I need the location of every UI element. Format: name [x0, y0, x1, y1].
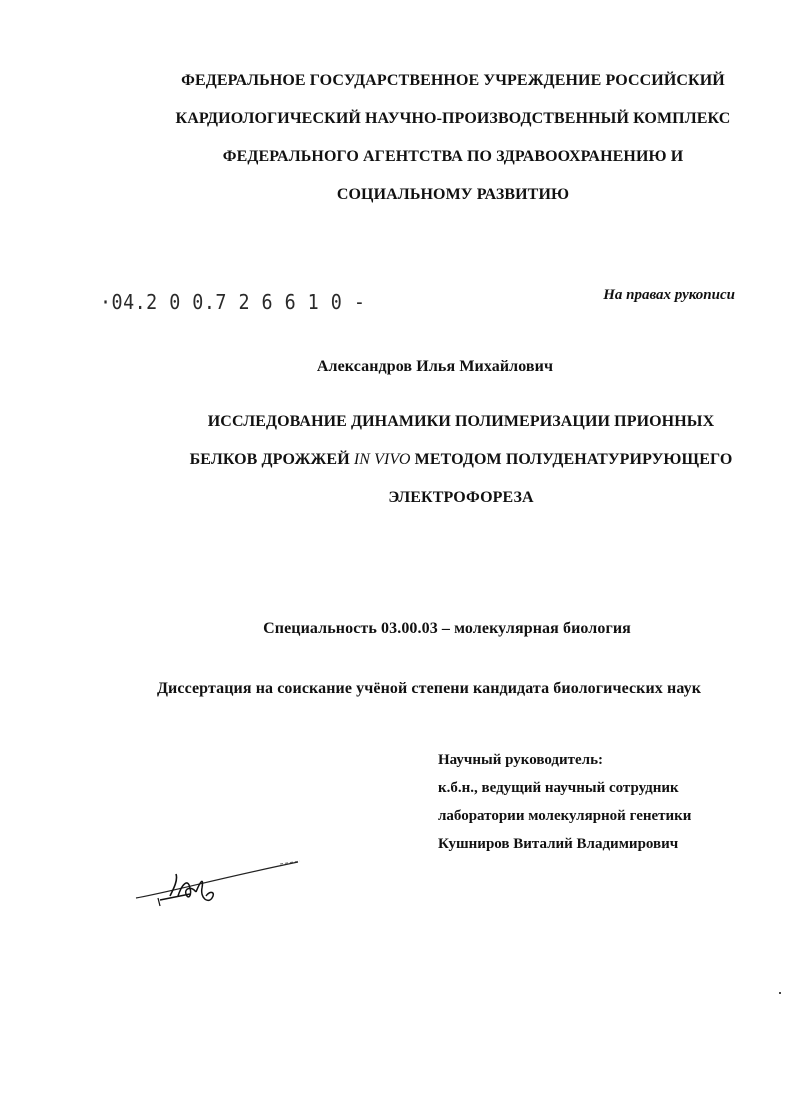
title-line-2: [66, 451, 793, 469]
dissertation-degree: Диссертация на соискание учёной степени кандидата биологических наук: [156, 680, 702, 697]
author-name: Александров Илья Михайлович: [316, 358, 554, 375]
advisor-block: [438, 746, 691, 858]
title-line-2-start: БЕЛКОВ ДРОЖЖЕЙ: [189, 451, 354, 468]
advisor-heading: Научный руководитель:: [438, 752, 603, 768]
advisor-lab: лаборатории молекулярной генетики: [438, 808, 692, 824]
institution-line-4: СОЦИАЛЬНОМУ РАЗВИТИЮ: [336, 186, 570, 203]
advisor-name: Кушниров Виталий Владимирович: [438, 836, 679, 852]
institution-line-1: ФЕДЕРАЛЬНОЕ ГОСУДАРСТВЕННОЕ УЧРЕЖДЕНИЕ РОССИЙСКИЙ: [181, 72, 725, 89]
institution-line-3: ФЕДЕРАЛЬНОГО АГЕНТСТВА ПО ЗДРАВООХРАНЕНИЮ И: [222, 148, 684, 165]
title-line-1: ИССЛЕДОВАНИЕ ДИНАМИКИ ПОЛИМЕРИЗАЦИИ ПРИОННЫХ: [207, 413, 715, 430]
title-line-3: ЭЛЕКТРОФОРЕЗА: [388, 489, 534, 506]
rights-note: На правах рукописи: [603, 287, 735, 303]
advisor-degree: к.б.н., ведущий научный сотрудник: [438, 780, 679, 796]
title-line-2-end: МЕТОДОМ ПОЛУДЕНАТУРИРУЮЩЕГО: [410, 451, 733, 468]
scan-speck: [779, 992, 781, 994]
registration-stamp-number: ·04.2 0 0.7 2 6 6 1 0 -: [100, 290, 366, 314]
handwritten-signature: [130, 848, 310, 918]
title-in-vivo: IN VIVO: [353, 451, 411, 468]
institution-line-2: КАРДИОЛОГИЧЕСКИЙ НАУЧНО-ПРОИЗВОДСТВЕННЫЙ КОМПЛЕКС: [175, 110, 731, 127]
specialty: Специальность 03.00.03 – молекулярная биология: [263, 620, 631, 637]
